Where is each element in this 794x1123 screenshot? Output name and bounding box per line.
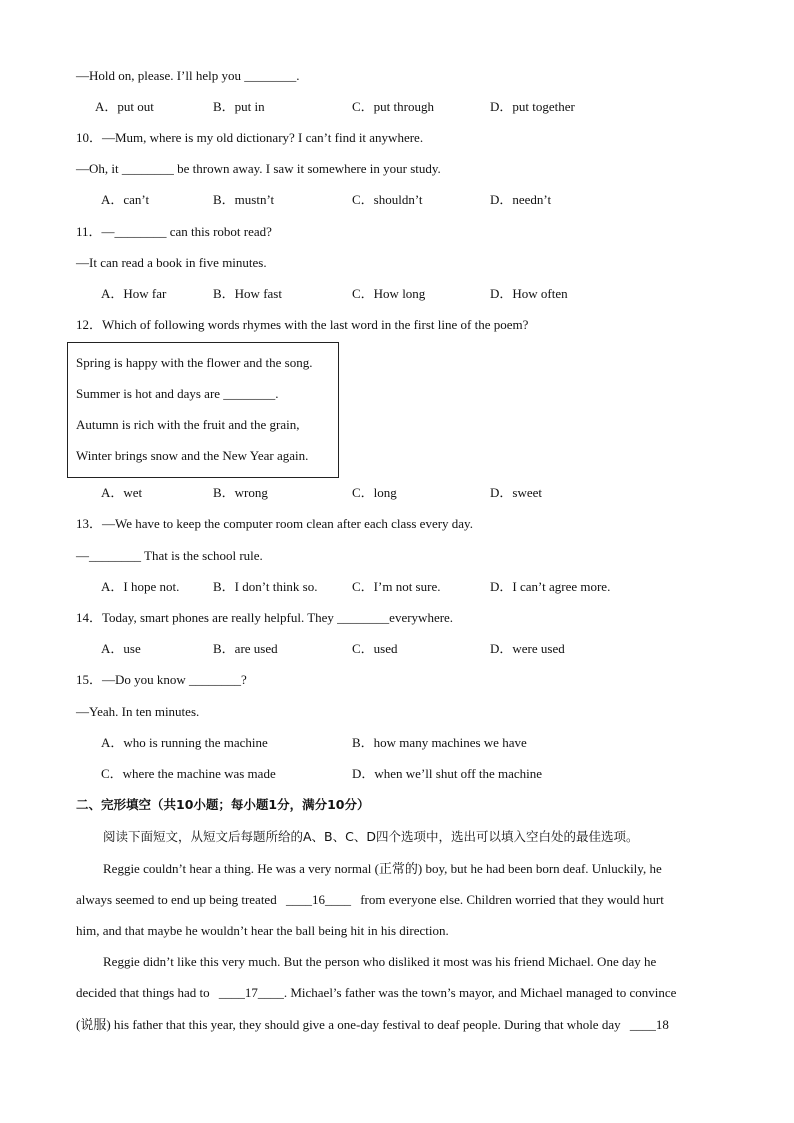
q11-stem-line2: —It can read a book in five minutes.	[76, 255, 267, 270]
q14-option-b[interactable]: B．are used	[213, 641, 278, 656]
passage-text: . Michael’s father was the town’s mayor, and Michael managed to convince	[283, 985, 677, 1000]
passage-text: (说服) his father that this year, they should give a one-day festival to deaf people. During that whole day	[76, 1017, 621, 1032]
q11-option-b[interactable]: B．How fast	[213, 286, 282, 301]
q14-option-d[interactable]: D．were used	[490, 641, 565, 656]
q11-option-c[interactable]: C．How long	[352, 286, 426, 301]
poem-box	[67, 342, 339, 478]
blank-16[interactable]: ____16____	[285, 892, 351, 907]
q14-option-c[interactable]: C．used	[352, 641, 398, 656]
q14-option-a[interactable]: A．use	[101, 641, 141, 656]
section2-title: 二、完形填空（共10小题；每小题1分，满分10分）	[76, 797, 370, 812]
q15-option-d[interactable]: D．when we’ll shut off the machine	[352, 766, 543, 781]
q12-stem: 12．Which of following words rhymes with the last word in the first line of the poem?	[76, 317, 529, 332]
blank-17[interactable]: ____17____	[218, 985, 284, 1000]
q13-stem: 13．—We have to keep the computer room clean after each class every day.	[76, 516, 473, 531]
q11-option-d[interactable]: D．How often	[490, 286, 568, 301]
q13-option-a[interactable]: A．I hope not.	[101, 579, 180, 594]
section2-instruction: 阅读下面短文，从短文后每题所给的A、B、C、D四个选项中，选出可以填入空白处的最佳选项。	[103, 829, 639, 844]
passage-p2-line2	[76, 985, 676, 1001]
q10-option-b[interactable]: B．mustn’t	[213, 192, 275, 207]
q9-option-c[interactable]: C．put through	[352, 99, 434, 114]
q13-option-c[interactable]: C．I’m not sure.	[352, 579, 441, 594]
q11-option-a[interactable]: A．How far	[101, 286, 167, 301]
passage-p1-line2	[76, 892, 664, 908]
q15-option-a[interactable]: A．who is running the machine	[101, 735, 268, 750]
q13-stem-line2: —________ That is the school rule.	[76, 548, 263, 563]
q15-stem-line2: —Yeah. In ten minutes.	[76, 704, 200, 719]
q15-option-c[interactable]: C．where the machine was made	[101, 766, 276, 781]
q11-stem: 11．—________ can this robot read?	[76, 224, 272, 239]
q15-stem: 15．—Do you know ________?	[76, 672, 247, 687]
q10-option-a[interactable]: A．can’t	[101, 192, 150, 207]
q10-option-c[interactable]: C．shouldn’t	[352, 192, 423, 207]
passage-p1-line1: Reggie couldn’t hear a thing. He was a very normal (正常的) boy, but he had been born deaf. Unluckily, he	[103, 861, 662, 876]
blank-18[interactable]: ____18	[629, 1017, 669, 1032]
poem-line: Winter brings snow and the New Year again.	[76, 448, 309, 463]
passage-text: always seemed to end up being treated	[76, 892, 277, 907]
passage-p1-line3: him, and that maybe he wouldn’t hear the ball being hit in his direction.	[76, 923, 449, 938]
passage-text: decided that things had to	[76, 985, 210, 1000]
poem-line: Spring is happy with the flower and the song.	[76, 355, 313, 370]
q10-stem-line2: —Oh, it ________ be thrown away. I saw it somewhere in your study.	[76, 161, 441, 176]
q9-option-d[interactable]: D．put together	[490, 99, 575, 114]
q9-stem-line2: —Hold on, please. I’ll help you ________.	[76, 68, 300, 83]
q12-option-b[interactable]: B．wrong	[213, 485, 268, 500]
passage-p2-line3	[76, 1017, 669, 1033]
passage-text: from everyone else. Children worried that they would hurt	[360, 892, 664, 907]
q12-option-a[interactable]: A．wet	[101, 485, 143, 500]
q10-option-d[interactable]: D．needn’t	[490, 192, 552, 207]
q15-option-b[interactable]: B．how many machines we have	[352, 735, 527, 750]
q14-stem: 14．Today, smart phones are really helpful. They ________everywhere.	[76, 610, 454, 625]
q9-option-b[interactable]: B．put in	[213, 99, 265, 114]
poem-line: Autumn is rich with the fruit and the grain,	[76, 417, 300, 432]
q13-option-b[interactable]: B．I don’t think so.	[213, 579, 318, 594]
passage-p2-line1: Reggie didn’t like this very much. But the person who disliked it most was his friend Michael. One day he	[103, 954, 657, 969]
q13-option-d[interactable]: D．I can’t agree more.	[490, 579, 611, 594]
q10-stem: 10．—Mum, where is my old dictionary? I can’t find it anywhere.	[76, 130, 424, 145]
q12-option-d[interactable]: D．sweet	[490, 485, 542, 500]
poem-line: Summer is hot and days are ________.	[76, 386, 279, 401]
q9-option-a[interactable]: A．put out	[95, 99, 154, 114]
q12-option-c[interactable]: C．long	[352, 485, 397, 500]
